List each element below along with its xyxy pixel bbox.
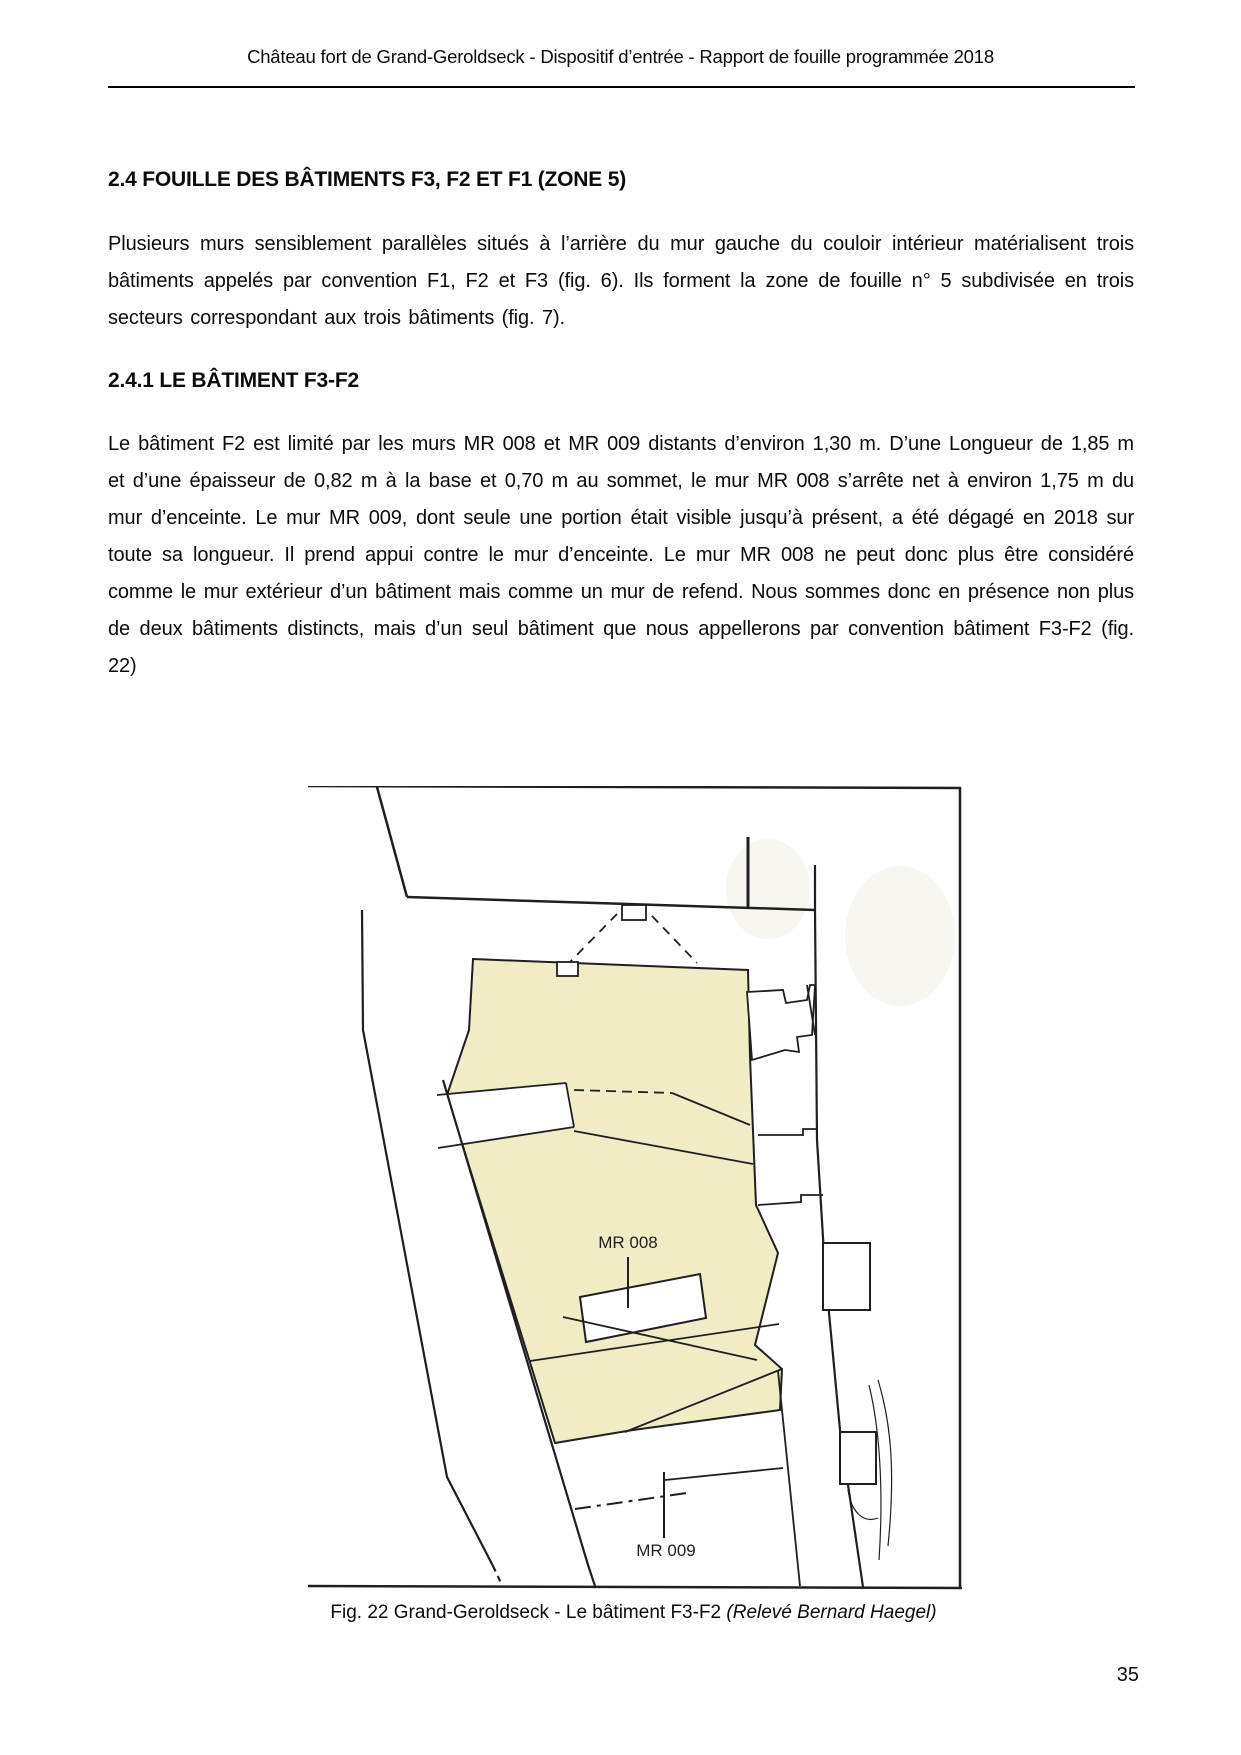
figure-caption-credit: (Relevé Bernard Haegel) <box>726 1602 937 1623</box>
dashed-projection-line <box>570 914 617 962</box>
subsection-heading: 2.4.1 LE BÂTIMENT F3-F2 <box>108 369 359 392</box>
page-number: 35 <box>1116 1664 1139 1686</box>
building-notch <box>557 962 578 976</box>
rock-shading-blob <box>726 839 810 939</box>
building-f3f2-polygon <box>447 959 782 1443</box>
dashed-projection-line <box>652 916 697 963</box>
couloir-wall-line <box>778 1371 800 1586</box>
section-heading: 2.4 FOUILLE DES BÂTIMENTS F3, F2 ET F1 (ZONE 5) <box>108 168 626 191</box>
figure-caption-text: Fig. 22 Grand-Geroldseck - Le bâtiment F3-F2 <box>330 1602 727 1623</box>
plan-drawing <box>303 786 964 1592</box>
mr009-label: MR 009 <box>636 1541 696 1560</box>
axis-dashdot-line <box>575 1493 687 1509</box>
wall-notch <box>622 905 646 920</box>
section-paragraph: Plusieurs murs sensiblement parallèles situés à l’arrière du mur gauche du couloir intérieur matérialisent trois bâtiments appelés par convention F1, F2 et F3 (fig. 6). Ils forment la zone de fouille n° 5 subdivisée en trois secteurs correspondant aux trois bâtiments (fig. 7). <box>108 233 1134 329</box>
right-structure <box>823 1243 870 1310</box>
gate-steps <box>747 985 815 1060</box>
subsection-paragraph: Le bâtiment F2 est limité par les murs MR 008 et MR 009 distants d’environ 1,30 m. D’une Longueur de 1,85 m et d’une épaisseur de 0,82 m à la base et 0,70 m au sommet, le mur MR 008 s’arrête net à environ 1,75 m du mur d’enceinte. Le mur MR 009, dont seule une portion était visible jusqu’à présent, a été dégagé en 2018 sur toute sa longueur. Il prend appui contre le mur d’enceinte. Le mur MR 008 ne peut donc plus être considéré comme le mur extérieur d’un bâtiment mais comme un mur de refend. Nous sommes donc en présence non plus de deux bâtiments distincts, mais d’un seul bâtiment que nous appellerons par convention bâtiment F3-F2 (fig. 22) <box>108 433 1134 677</box>
wall-line-west-tip <box>493 1566 501 1583</box>
wall-mr009-line <box>665 1468 783 1480</box>
wall-connector <box>758 1195 823 1205</box>
running-header: Château fort de Grand-Geroldseck - Dispositif d’entrée - Rapport de fouille programmée 2018 <box>247 46 994 67</box>
wall-connector <box>758 1129 817 1135</box>
mr008-label: MR 008 <box>598 1233 658 1252</box>
figure-22-plan <box>303 786 964 1592</box>
rock-shading-blob <box>845 866 955 1006</box>
figure-caption <box>303 1602 964 1624</box>
header-rule <box>108 86 1135 88</box>
wall-line <box>377 787 407 897</box>
right-structure <box>840 1432 876 1484</box>
